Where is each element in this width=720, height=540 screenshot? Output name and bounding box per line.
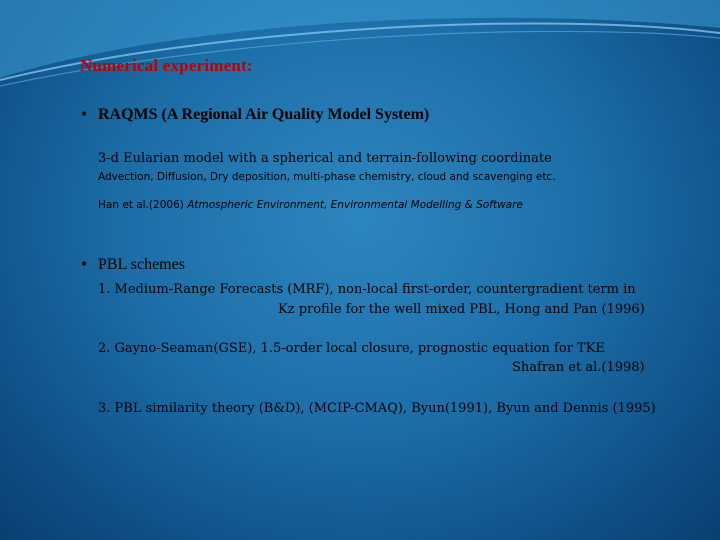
bullet-raqms [80, 106, 429, 124]
raqms-line2: Advection, Diffusion, Dry deposition, multi-phase chemistry, cloud and scavenging etc. [98, 171, 556, 183]
raqms-reference [98, 199, 523, 211]
reference-journals: Atmospheric Environment, Environmental Modelling & Software [187, 199, 523, 211]
raqms-line1: 3-d Eularian model with a spherical and terrain-following coordinate [98, 151, 552, 166]
slide-title: Numerical experiment: [80, 56, 253, 75]
pbl-item1-line2: Kz profile for the well mixed PBL, Hong and Pan (1996) [278, 302, 645, 317]
reference-author: Han et al.(2006) [98, 199, 188, 211]
pbl-item1-line1: 1. Medium-Range Forecasts (MRF), non-local first-order, countergradient term in [98, 282, 636, 297]
bullet-pbl [80, 256, 185, 274]
bullet-dot-icon: • [80, 107, 89, 123]
bullet-pbl-label: PBL schemes [98, 256, 185, 273]
pbl-item3-line1: 3. PBL similarity theory (B&D), (MCIP-CMAQ), Byun(1991), Byun and Dennis (1995) [98, 401, 656, 416]
pbl-item2-line1: 2. Gayno-Seaman(GSE), 1.5-order local closure, prognostic equation for TKE [98, 341, 605, 356]
decorative-swoosh [0, 0, 720, 110]
pbl-item2-line2: Shafran et al.(1998) [512, 360, 645, 375]
bullet-raqms-label: RAQMS (A Regional Air Quality Model System) [98, 106, 430, 123]
bullet-dot-icon: • [80, 257, 89, 273]
